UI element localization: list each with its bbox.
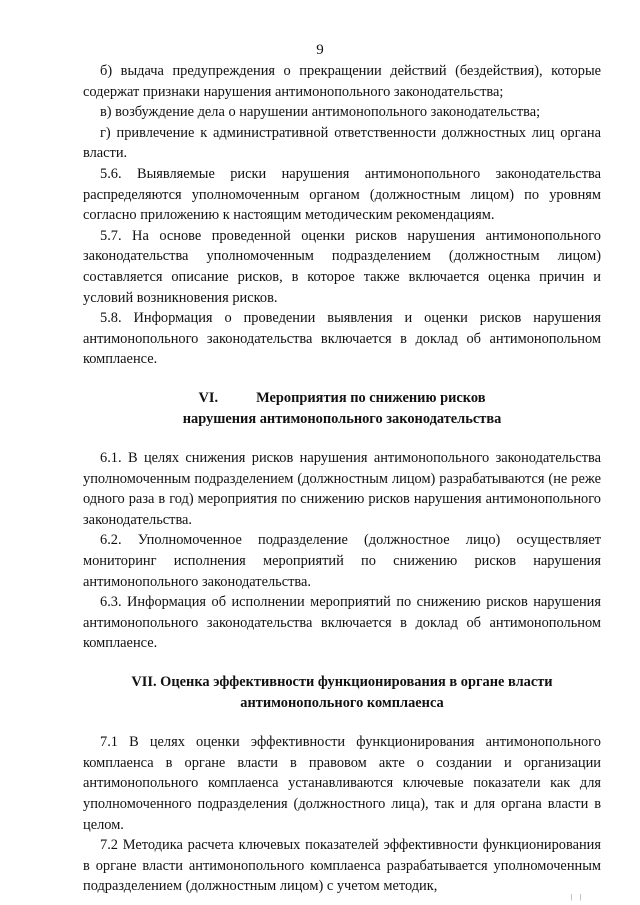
section-6-heading-line2: нарушения антимонопольного законодательства (182, 410, 502, 427)
paragraph: г) привлечение к административной ответственности должностных лиц органа власти. (83, 124, 601, 162)
paragraph-7-1: 7.1 В целях оценки эффективности функционирования антимонопольного комплаенса в органе власти в правовом акте о создании и организации антимонопольного комплаенса устанавливаются ключевые показатели как для уполномоченного подразделения (должностного лица), так и для органа власти в целом. (83, 734, 601, 833)
section-6-heading-line1 (83, 388, 601, 409)
section-6-heading (83, 388, 601, 429)
document-body (83, 61, 601, 897)
section-7-heading-line1: VII. Оценка эффективности функционирования в органе власти (131, 674, 553, 691)
page-number: 9 (316, 42, 324, 58)
paragraph-5-8: 5.8. Информация о проведении выявления и оценки рисков нарушения антимонопольного законодательства включается в доклад об антимонопольном комплаенсе. (83, 310, 601, 368)
section-6-title: Мероприятия по снижению рисков (256, 389, 486, 406)
paragraph: в) возбуждение дела о нарушении антимонопольного законодательства; (100, 104, 541, 121)
paragraph: б) выдача предупреждения о прекращении действий (бездействия), которые содержат признаки нарушения антимонопольного законодательства; (83, 63, 601, 100)
paragraph-6-2: 6.2. Уполномоченное подразделение (должностное лицо) осуществляет мониторинг исполнения мероприятий по снижению рисков нарушения антимонопольного законодательства. (83, 532, 601, 590)
scan-tick-marks: | | (570, 893, 584, 901)
paragraph-7-2: 7.2 Методика расчета ключевых показателей эффективности функционирования в органе власти антимонопольного комплаенса разрабатывается уполномоченным подразделением (должностным лицом) с учетом методик, (83, 837, 601, 895)
paragraph-6-1: 6.1. В целях снижения рисков нарушения антимонопольного законодательства уполномоченным подразделением (должностным лицом) разрабатываются (не реже одного раза в год) мероприятия по снижению рисков нарушения антимонопольного законодательства. (83, 450, 601, 528)
section-7-heading (83, 672, 601, 713)
section-6-number: VI. (198, 389, 219, 406)
paragraph-6-3: 6.3. Информация об исполнении мероприятий по снижению рисков нарушения антимонопольного законодательства включается в доклад об антимонопольном комплаенсе. (83, 594, 601, 652)
section-7-heading-line2: антимонопольного комплаенса (240, 694, 444, 711)
paragraph-5-7: 5.7. На основе проведенной оценки рисков нарушения антимонопольного законодательства уполномоченным подразделением (должностным лицом) составляется описание рисков, в которое также включается оценка причин и условий возникновения рисков. (83, 227, 601, 306)
paragraph-5-6: 5.6. Выявляемые риски нарушения антимонопольного законодательства распределяются уполномоченным органом (должностным лицом) по уровням согласно приложению к настоящим методическим рекомендациям. (83, 165, 601, 224)
